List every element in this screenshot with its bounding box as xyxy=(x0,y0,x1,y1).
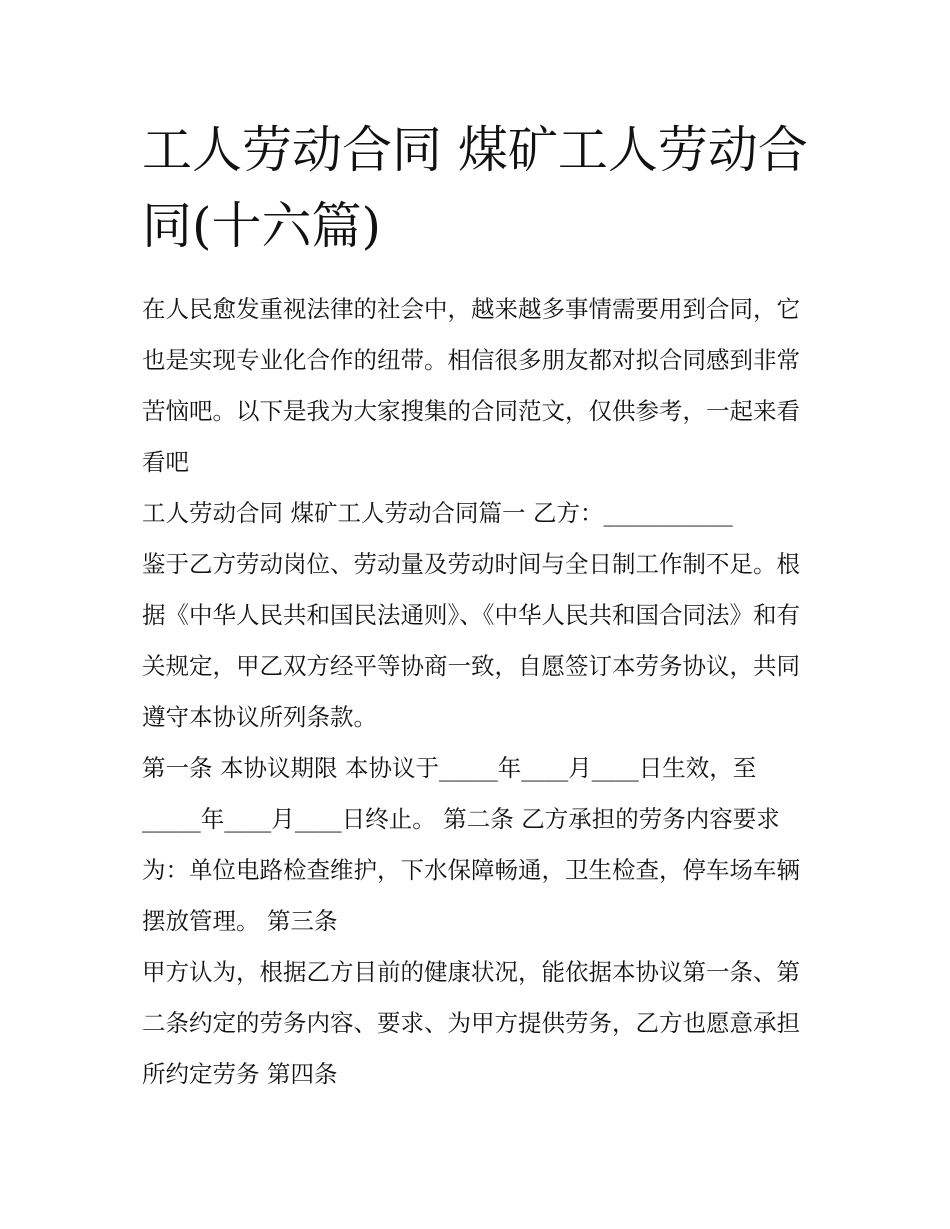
articles-paragraph: 第一条 本协议期限 本协议于_____年____月____日生效，至_____年____月____日终止。 第二条 乙方承担的劳务内容要求为：单位电路检查维护，下水保障畅通，卫生检查，停车场车辆摆放管理。 第三条 xyxy=(142,754,800,935)
document-page xyxy=(142,112,814,1100)
document-title: 工人劳动合同 煤矿工人劳动合同(十六篇) xyxy=(142,121,808,255)
intro-paragraph: 在人民愈发重视法律的社会中，越来越多事情需要用到合同，它也是实现专业化合作的纽带。相信很多朋友都对拟合同感到非常苦恼吧。以下是我为大家搜集的合同范文，仅供参考，一起来看看吧 xyxy=(142,295,800,476)
contract-heading-paragraph: 工人劳动合同 煤矿工人劳动合同篇一 乙方：___________ xyxy=(142,499,733,527)
preamble-paragraph: 鉴于乙方劳动岗位、劳动量及劳动时间与全日制工作制不足。根据《中华人民共和国民法通则》、《中华人民共和国合同法》和有关规定，甲乙双方经平等协商一致，自愿签订本劳务协议，共同遵守本协议所列条款。 xyxy=(142,550,800,731)
article-three-paragraph: 甲方认为，根据乙方目前的健康状况，能依据本协议第一条、第二条约定的劳务内容、要求、为甲方提供劳务，乙方也愿意承担所约定劳务 第四条 xyxy=(142,958,800,1088)
